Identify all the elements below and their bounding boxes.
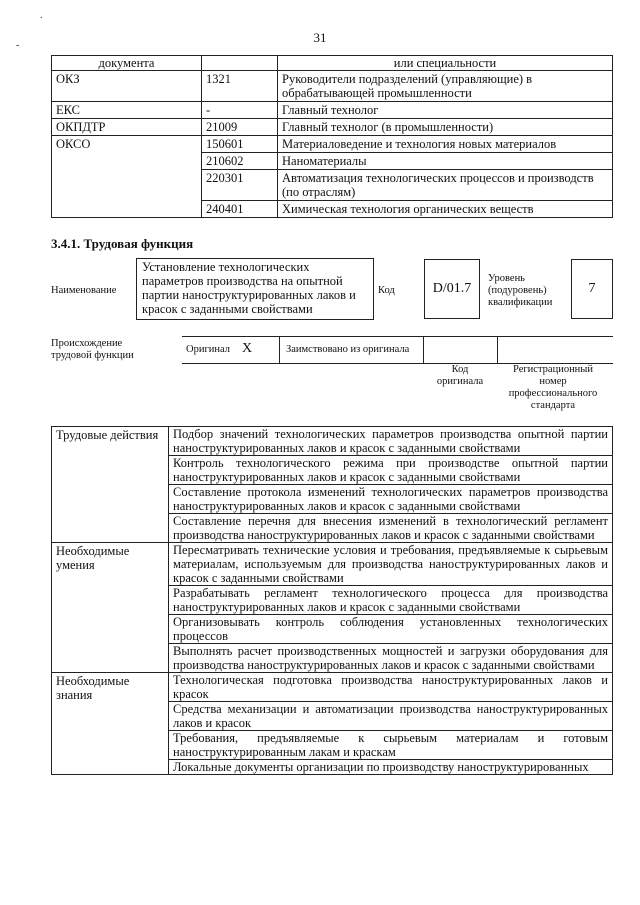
item-cell: Подбор значений технологических параметров производства опытной партии наноструктурированных лаков и красок с заданными свойствами [169, 427, 613, 456]
classifier-header-row [52, 56, 613, 71]
classifier-code-cell: - [202, 102, 278, 119]
classifier-code-cell: 240401 [202, 201, 278, 218]
item-cell: Составление перечня для внесения изменений в технологический регламент производства наноструктурированных лаков и красок с заданными свойствами [169, 514, 613, 543]
margin-mark: - [16, 40, 20, 51]
original-code-caption: Код оригинала [436, 364, 484, 387]
classifier-row [52, 71, 613, 102]
classifier-title-cell: Наноматериалы [278, 153, 613, 170]
item-cell: Локальные документы организации по производству наноструктурированных [169, 760, 613, 775]
item-cell: Контроль технологического режима при производстве опытной партии наноструктурированных лаков и красок с заданными свойствами [169, 456, 613, 485]
item-cell: Выполнять расчет производственных мощностей и загрузки оборудования для производства наноструктурированных лаков и красок с заданными свойствами [169, 644, 613, 673]
level-label: Уровень (подуровень) квалификации [488, 273, 553, 308]
classifier-code-cell: 1321 [202, 71, 278, 102]
origin-label: Происхождение трудовой функции [51, 338, 134, 361]
category-cell: Трудовые действия [52, 427, 169, 543]
table-row [52, 427, 613, 456]
classifier-row [52, 102, 613, 119]
item-cell: Пересматривать технические условия и требования, предъявляемые к сырьевым материалам, используемым для производства наноструктурированных лаков и красок с заданными свойствами [169, 543, 613, 586]
original-label: Оригинал [186, 344, 230, 355]
category-cell: Необходимые знания [52, 673, 169, 775]
classifier-name-cell: ОКЗ [52, 71, 202, 102]
table-row [52, 543, 613, 586]
classifier-name-cell: ОКПДТР [52, 119, 202, 136]
page-number: 31 [313, 30, 327, 45]
classifier-code-cell: 220301 [202, 170, 278, 201]
function-name-box: Установление технологических параметров производства на опытной партии наноструктурированных лаков и красок с заданными свойствами [136, 258, 374, 320]
classifier-name-cell: ОКСО [52, 136, 202, 218]
classifier-title-cell: Автоматизация технологических процессов и производств (по отраслям) [278, 170, 613, 201]
original-mark: X [242, 341, 253, 356]
classifier-header-cell: документа [52, 56, 202, 71]
origin-divider [497, 337, 498, 363]
table-row [52, 673, 613, 702]
origin-divider [423, 337, 424, 363]
name-label: Наименование [51, 285, 117, 296]
classifier-title-cell: Главный технолог (в промышленности) [278, 119, 613, 136]
item-cell: Составление протокола изменений технологических параметров производства наноструктурированных лаков и красок с заданными свойствами [169, 485, 613, 514]
classifier-name-cell: ЕКС [52, 102, 202, 119]
borrowed-label: Заимствовано из оригинала [286, 344, 410, 355]
classifier-title-cell: Химическая технология органических веществ [278, 201, 613, 218]
classifier-row [52, 136, 613, 153]
classifier-title-cell: Главный технолог [278, 102, 613, 119]
classifier-header-cell: или специальности [278, 56, 613, 71]
classifier-title-cell: Руководители подразделений (управляющие) в обрабатывающей промышленности [278, 71, 613, 102]
item-cell: Технологическая подготовка производства наноструктурированных лаков и красок [169, 673, 613, 702]
classifier-title-cell: Материаловедение и технология новых материалов [278, 136, 613, 153]
item-cell: Требования, предъявляемые к сырьевым материалам и готовым наноструктурированным лакам и краскам [169, 731, 613, 760]
function-code-box: D/01.7 [424, 259, 480, 319]
classifier-row [52, 119, 613, 136]
item-cell: Средства механизации и автоматизации производства наноструктурированных лаков и красок [169, 702, 613, 731]
qualification-level-box: 7 [571, 259, 613, 319]
origin-divider [279, 337, 280, 363]
labor-function-table [51, 426, 613, 775]
item-cell: Разрабатывать регламент технологического процесса для производства наноструктурированных лаков и красок с заданными свойствами [169, 586, 613, 615]
registration-number-caption: Регистрационный номер профессионального стандарта [508, 364, 598, 411]
classifier-code-cell: 21009 [202, 119, 278, 136]
section-title: 3.4.1. Трудовая функция [51, 236, 194, 251]
margin-mark: . [40, 10, 43, 21]
classifier-header-cell [202, 56, 278, 71]
code-label: Код [378, 285, 395, 296]
classifier-code-cell: 150601 [202, 136, 278, 153]
classifier-code-cell: 210602 [202, 153, 278, 170]
origin-row [182, 336, 613, 364]
classifier-table [51, 55, 613, 218]
item-cell: Организовывать контроль соблюдения установленных технологических процессов [169, 615, 613, 644]
category-cell: Необходимые умения [52, 543, 169, 673]
